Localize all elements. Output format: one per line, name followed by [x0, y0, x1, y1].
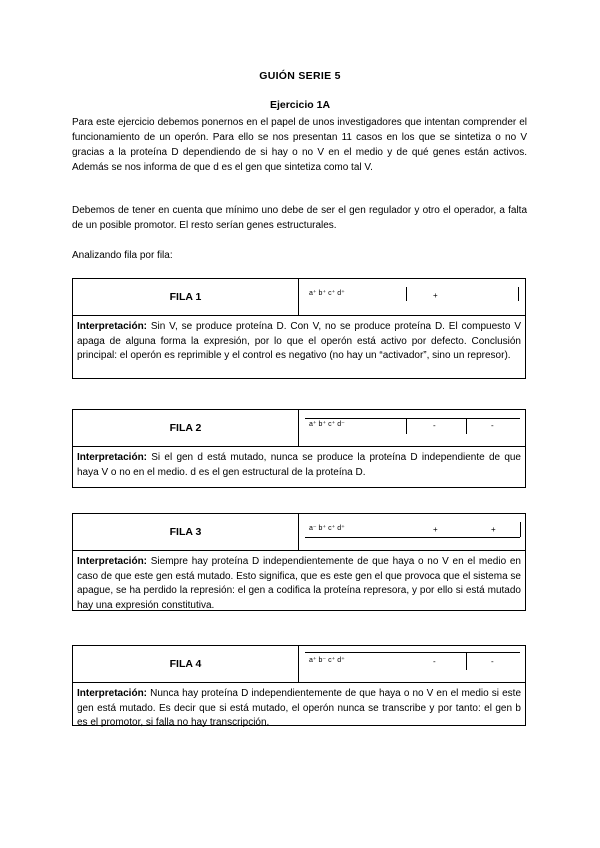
fila-4-result-2: -: [491, 657, 494, 666]
document-title: GUIÓN SERIE 5: [259, 70, 341, 82]
fila-3-box: [72, 513, 526, 611]
intro-paragraph: Para este ejercicio debemos ponernos en el papel de unos investigadores que intentan comprender el funcionamiento de un operón. Para ello se nos presentan 11 casos en los que se sintetiza o no V gracias a la proteína D dependiendo de si hay o no V en el medio y de qué genes están activos. Además se nos informa de que d es el gen que sintetiza como tal V.: [72, 117, 527, 173]
genes-paragraph: Debemos de tener en cuenta que mínimo uno debe de ser el gen regulador y otro el operador, a falta de un posible promotor. El resto serían genes estructurales.: [72, 205, 527, 231]
fila-2-interp-label: Interpretación:: [77, 452, 148, 463]
fila-3-header: [73, 514, 525, 551]
fila-1-divider-end: [518, 287, 519, 301]
fila-2-interpretation: [73, 447, 525, 480]
fila-1-box: [72, 278, 526, 379]
fila-2-header: [73, 410, 525, 447]
fila-1-interp-label: Interpretación:: [77, 321, 148, 332]
fila-1-genotype: a⁺ b⁺ c⁺ d⁺: [309, 290, 345, 297]
fila-4-divider: [466, 652, 467, 670]
fila-1-label: FILA 1: [73, 279, 299, 315]
fila-4-interpretation: [73, 683, 525, 731]
fila-2-label: FILA 2: [73, 410, 299, 446]
fila-3-genotype: a⁻ b⁺ c⁺ d⁺: [309, 525, 345, 532]
fila-2-genotype: a⁺ b⁺ c⁺ d⁻: [309, 421, 345, 428]
fila-4-label: FILA 4: [73, 646, 299, 682]
fila-1-result-novalue: +: [433, 291, 438, 300]
fila-4-rule: [305, 652, 520, 653]
fila-4-header: [73, 646, 525, 683]
fila-3-result-2: +: [491, 525, 496, 534]
fila-2-result-2: -: [491, 421, 494, 430]
exercise-title: Ejercicio 1A: [269, 99, 331, 111]
fila-1-divider: [406, 287, 407, 301]
fila-4-result-1: -: [433, 657, 436, 666]
fila-2-rule: [305, 418, 520, 419]
fila-2-box: [72, 409, 526, 488]
fila-3-rule: [305, 537, 520, 538]
fila-2-interp-text: Si el gen d está mutado, nunca se produce la proteína D independiente de que haya V o no en el medio. d es el gen estructural de la proteína D.: [77, 452, 521, 478]
analysis-lead: Analizando fila por fila:: [72, 250, 173, 261]
fila-2-divider: [406, 418, 407, 434]
fila-4-interp-text: Nunca hay proteína D independientemente de que haya o no V en el medio si este gen está mutado. Es decir que si está mutado, el operón nunca se transcribe y por tanto: el gen b es el promotor, si falla no hay transcripción.: [77, 688, 521, 728]
fila-1-header: [73, 279, 525, 316]
fila-2-divider-2: [466, 418, 467, 434]
fila-3-result-1: +: [433, 525, 438, 534]
fila-1-interpretation: [73, 316, 525, 364]
fila-4-genotype: a⁺ b⁻ c⁺ d⁺: [309, 657, 345, 664]
fila-3-label: FILA 3: [73, 514, 299, 550]
fila-3-interp-text: Siempre hay proteína D independientemente de que haya o no V en el medio en caso de que este gen está mutado. Esto significa, que es este gen el que provoca que el sistema se apague, se ha perdido la represión: el gen a codifica la proteína represora, y por ello si está mutado hay una expresión constitutiva.: [77, 556, 521, 611]
fila-1-interp-text: Sin V, se produce proteína D. Con V, no se produce proteína D. El compuesto V apaga de alguna forma la expresión, por lo que el operón está activo por defecto. Conclusión principal: el operón es reprimible y el control es negativo (no hay un “activador”, sino un represor).: [77, 321, 521, 361]
fila-3-interp-label: Interpretación:: [77, 556, 148, 567]
fila-3-interpretation: [73, 551, 525, 613]
fila-3-divider-end: [520, 522, 521, 537]
fila-2-result-1: -: [433, 421, 436, 430]
fila-4-interp-label: Interpretación:: [77, 688, 148, 699]
fila-4-box: [72, 645, 526, 726]
